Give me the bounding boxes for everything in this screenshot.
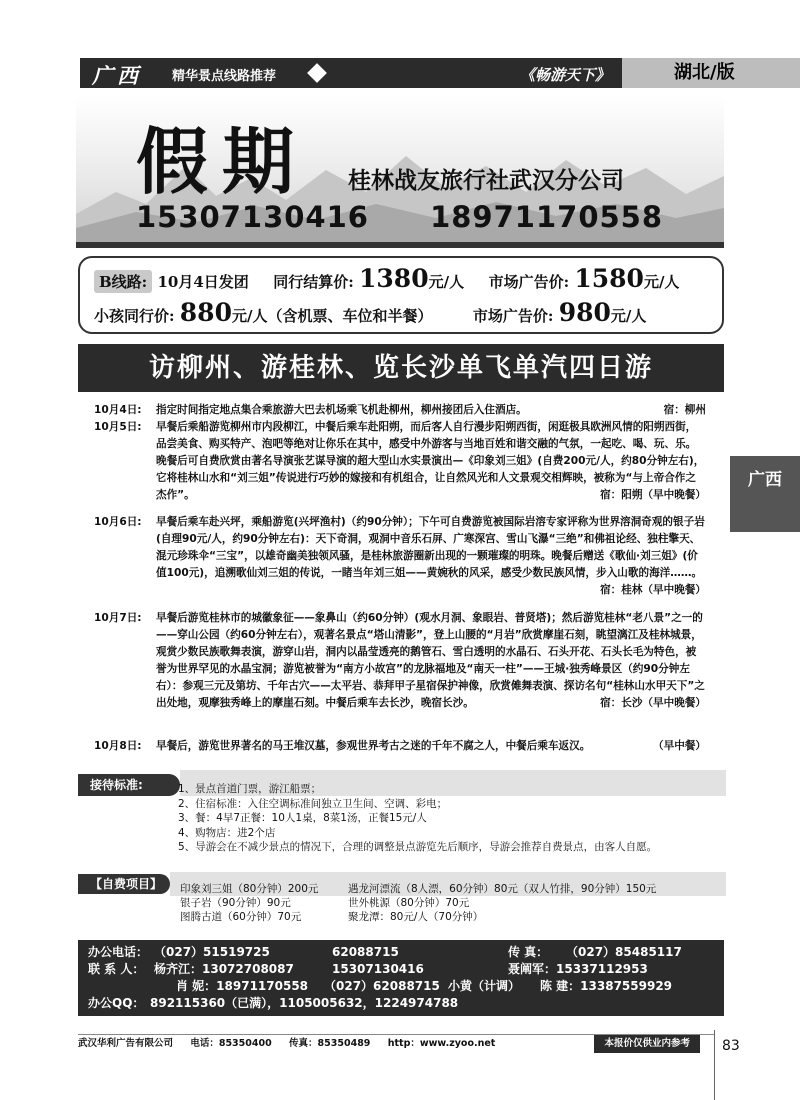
footer-note: 本报价仅供业内参考 <box>594 1035 700 1053</box>
footer <box>78 1034 714 1052</box>
child-price-label: 小孩同行价: <box>94 307 175 325</box>
banner-phones <box>136 200 713 234</box>
itinerary-text: 早餐后，游览世界著名的马王堆汉墓，参观世界考古之迷的千年不腐之人，中餐后乘车返汉。 <box>156 740 591 752</box>
price-row-adult <box>94 264 679 298</box>
banner-phone-1: 15307130416 <box>136 200 369 234</box>
contact-block <box>78 940 724 1016</box>
office-phone-1: （027）51519725 <box>154 945 270 959</box>
market-price: 1580 <box>574 264 644 293</box>
fax-number: （027）85485117 <box>566 945 682 959</box>
qq-numbers: 892115360（已满），1105005632，1224974788 <box>150 996 459 1010</box>
itinerary-date: 10月8日: <box>94 740 142 752</box>
contact-label: 联 系 人： <box>88 962 145 976</box>
itinerary-stay: 宿：阳朔（早中晚餐） <box>600 489 706 501</box>
agency-name: 桂林战友旅行社武汉分公司 <box>348 168 624 194</box>
itinerary-text: 早餐后游览桂林市的城徽象征——象鼻山（约60分钟）(观水月洞、象眼岩、普贤塔)；然后游览桂林“老八景”之一的——穿山公园（约60分钟左右），观著名景点“塔山清影”，登上山腰的“月岩”欣赏摩崖石刻，眺望漓江及桂林城景，观赏少数民族歌舞表演，游穿山岩，洞内以晶莹透亮的鹅管石、雪白透明的水晶石、石头开花、石头长毛为特色，被誉为世界罕见的水晶宝洞；游览被誉为“南方小故宫”的龙脉福地及“南天一柱”——王城·独秀峰景区（约90分钟左右）：参观三元及第坊、千年古穴——太平岩、恭拜甲子星宿保护神像，欣赏傩舞表演、探访名句“桂林山水甲天下”之出处地，观摩独秀峰上的摩崖石刻。中餐后乘车去长沙，晚宿长沙。 <box>156 612 705 709</box>
magazine-name: 《畅游天下》 <box>519 66 610 84</box>
child-market-price: 980 <box>558 298 611 327</box>
header-bar <box>80 58 800 88</box>
banner-rule <box>76 242 724 248</box>
contact-line-qq <box>88 995 714 1012</box>
itinerary-stay: 宿：桂林（早中晚餐） <box>600 584 706 596</box>
banner <box>76 96 724 248</box>
office-phone-2: 62088715 <box>332 945 399 959</box>
standards-label: 接待标准: <box>78 774 180 796</box>
footer-fax: 传真：85350489 <box>289 1038 371 1049</box>
office-label: 办公电话： <box>88 945 149 959</box>
contact-person-7: 陈 建：13387559929 <box>540 979 673 993</box>
itinerary-stay: 宿：长沙（早中晚餐） <box>600 697 706 709</box>
banner-big-title: 假期 <box>136 119 309 204</box>
peer-price-label: 同行结算价: <box>273 273 354 291</box>
contact-person-3: 聂阐军：15337112953 <box>508 962 648 976</box>
itinerary-text: 指定时间指定地点集合乘旅游大巴去机场乘飞机赴柳州，柳州接团后入住酒店。 <box>156 404 527 416</box>
price-box <box>78 256 724 334</box>
contact-person-4: 肖 妮：18971170558 <box>176 979 309 993</box>
child-market-unit: 元/人 <box>610 307 647 325</box>
itinerary-day-2 <box>94 419 706 504</box>
contact-phone-2: 15307130416 <box>332 962 424 976</box>
contact-phone-5: （027）62088715 <box>324 979 440 993</box>
optional-item: 银子岩（90分钟）90元 <box>180 897 291 909</box>
header-subtitle: 精华景点线路推荐 <box>172 69 277 84</box>
itinerary-date: 10月6日: <box>94 516 142 528</box>
optional-item: 世外桃源（80分钟）70元 <box>348 897 470 909</box>
page-number: 83 <box>722 1038 740 1054</box>
optional-item: 遇龙河漂流（8人漂，60分钟）80元（双人竹排，90分钟）150元 <box>348 883 657 895</box>
banner-phone-2: 18971170558 <box>430 200 664 234</box>
standards-item: 3、餐：4早7正餐：10人1桌，8菜1汤，正餐15元/人 <box>178 812 427 825</box>
contact-line-people-1 <box>88 961 714 978</box>
optional-item: 聚龙潭：80元/人（70分钟） <box>348 911 484 923</box>
itinerary-stay: （早中餐） <box>653 740 706 752</box>
peer-price-unit: 元/人 <box>428 273 465 291</box>
qq-label: 办公QQ： <box>88 996 145 1010</box>
itinerary-date: 10月5日: <box>94 421 142 433</box>
standards-item: 2、住宿标准：入住空调标准间独立卫生间、空调、彩电； <box>178 797 448 810</box>
optional-item: 图腾古道（60分钟）70元 <box>180 911 302 923</box>
itinerary-day-1 <box>94 402 706 419</box>
standards-item: 5、导游会在不减少景点的情况下，合理的调整景点游览先后顺序，导游会推荐自费景点，由客人自愿。 <box>178 841 658 854</box>
footer-url[interactable]: http：www.zyoo.net <box>387 1038 496 1049</box>
footer-tel: 电话：85350400 <box>190 1038 272 1049</box>
contact-person-1: 杨齐江：13072708087 <box>154 962 294 976</box>
child-market-label: 市场广告价: <box>472 307 554 325</box>
child-price-note: 元/人（含机票、车位和半餐） <box>231 307 433 325</box>
market-price-label: 市场广告价: <box>488 273 570 291</box>
standards-item: 1、景点首道门票，游江船票； <box>178 783 322 795</box>
itinerary-text: 早餐后乘车赴兴坪，乘船游览(兴坪渔村)（约90分钟）；下午可自费游览被国际岩溶专家评称为世界溶洞奇观的银子岩(自理90元/人，约90分钟左右)：天下奇洞，观洞中音乐石屏、广寒深宫、雪山飞瀑“三绝”和佛祖论经、独柱擎天、混元珍珠伞“三宝”，以雄奇幽美独领风骚，是桂林旅游圈新出现的一颗璀璨的明珠。晚餐后赠送《歌仙·刘三姐》(价值100元)，追溯歌仙刘三姐的传说，一睹当年刘三姐——黄婉秋的风采，感受少数民族风情，步入山歌的海洋……。 <box>156 516 705 579</box>
itinerary-day-5 <box>94 738 706 755</box>
itinerary-day-3 <box>94 514 706 599</box>
side-region-tab: 广西 <box>730 456 800 532</box>
optional-list <box>180 882 728 924</box>
itinerary-stay: 宿：柳州 <box>663 404 706 416</box>
route-tag: B线路: <box>94 270 152 293</box>
itinerary-day-4 <box>94 610 706 712</box>
contact-line-office <box>88 944 714 961</box>
price-row-child <box>94 298 646 332</box>
fax-label: 传 真： <box>508 945 549 959</box>
route-title: 访柳州、游桂林、览长沙单飞单汽四日游 <box>78 344 724 392</box>
page-divider <box>714 1030 715 1100</box>
market-price-unit: 元/人 <box>643 273 680 291</box>
contact-person-6: 小黄（计调） <box>448 979 521 993</box>
diamond-icon <box>307 63 327 83</box>
contact-line-people-2 <box>88 978 714 995</box>
standards-item: 4、购物店：进2个店 <box>178 826 276 839</box>
depart-date: 10月4日发团 <box>157 273 249 291</box>
header-region: 广西 <box>92 63 142 88</box>
child-price: 880 <box>179 298 232 327</box>
optional-item: 印象刘三姐（80分钟）200元 <box>180 883 319 895</box>
edition-label: 湖北/版 <box>622 58 800 88</box>
footer-company: 武汉华利广告有限公司 <box>78 1038 174 1049</box>
peer-price: 1380 <box>359 264 429 293</box>
itinerary-date: 10月7日: <box>94 612 142 624</box>
standards-list <box>178 782 738 855</box>
optional-label: 【自费项目】 <box>78 874 170 894</box>
itinerary-text: 早餐后乘船游览柳州市内段柳江，中餐后乘车赴阳朔，而后客人自行漫步阳朔西街，闲逛极具欧洲风情的阳朔西街，品尝美食、购买特产、泡吧等绝对让你乐在其中，感受中外游客与当地百姓和谐交融的气氛，一起吃、喝、玩、乐。晚餐后可自费欣赏由著名导演张艺谋导演的超大型山水实景演出—《印象刘三姐》(自费200元/人，约80分钟左右)，它将桂林山水和“刘三姐”传说进行巧妙的嫁接和有机组合，让自然风光和人文景观交相辉映，被称为“与上帝合作之杰作”。 <box>156 421 705 501</box>
itinerary-date: 10月4日: <box>94 404 142 416</box>
